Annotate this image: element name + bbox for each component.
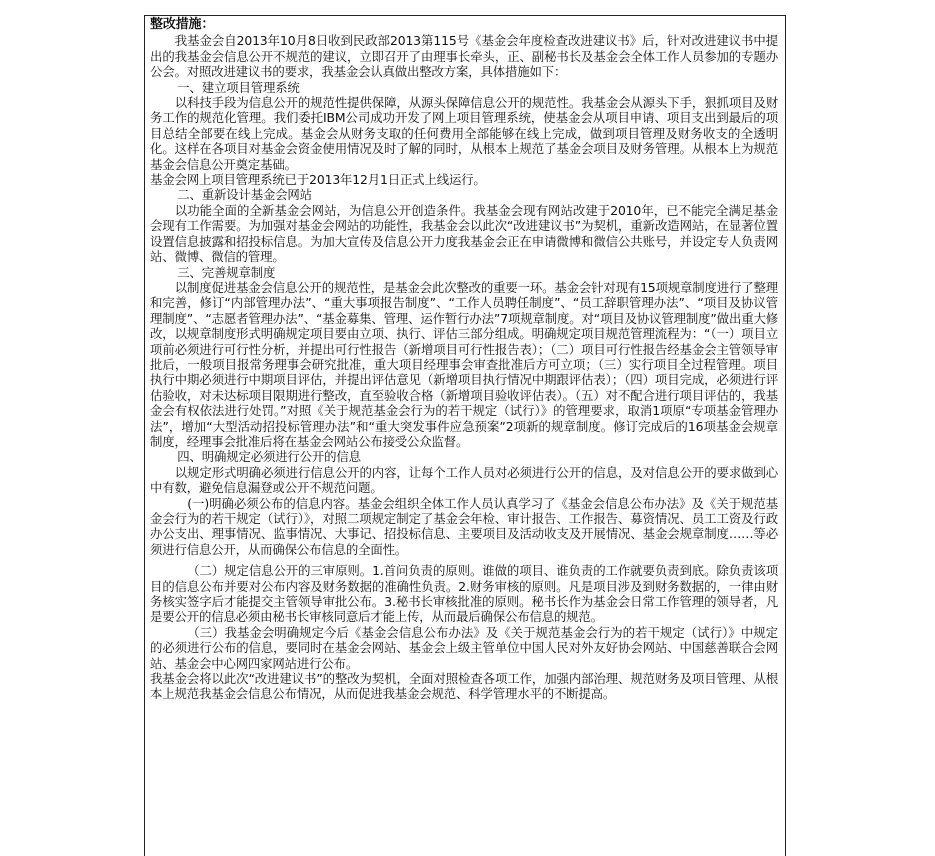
intro-paragraph: 我基金会自2013年10月8日收到民政部2013第115号《基金会年度检查改进建议书》后，针对改进建议书中提出的我基金会信息公开不规范的建议，立即召开了由理事长牵头，正、副秘书长及基金会全体工作人员参加的专题办公会。对照改进建议书的要求，我基金会认真做出整改方案，具体措施如下： [150, 33, 778, 80]
section-heading: 整改措施： [150, 17, 215, 32]
section-3-paragraph: 以制度促进基金会信息公开的规范性，是基金会此次整改的重要一环。基金会针对现有15项规章制度进行了整理和完善，修订“内部管理办法”、“重大事项报告制度”、“工作人员聘任制度”、“员工辞职管理办法”、“项目及协议管理制度”、“志愿者管理办法”、“基金募集、管理、运作暂行办法”7项规章制度。对“项目及协议管理制度”做出重大修改，以规章制度形式明确规定项目要由立项、执行、评估三部分组成。明确规定项目规范管理流程为：“（一）项目立项前必须进行可行性分析，并提出可行性报告（新增项目可行性报告表）；（二）项目可行性报告经基金会主管领导审批后，一般项目报常务理事会研究批准，重大项目经理事会审查批准后方可立项；（三）实行项目全过程管理。项目执行中期必须进行中期项目评估，并提出评估意见（新增项目执行情况中期跟评估表）；（四）项目完成，必须进行评估验收，对未达标项目限期进行整改，直至验收合格（新增项目验收评估表）。（五）对不配合进行项目评估的，我基金会有权依法进行处罚。”对照《关于规范基金会行为的若干规定（试行）》的管理要求，取消1项原“专项基金管理办法”，增加“大型活动招投标管理办法”和“重大突发事件应急预案”2项新的规章制度。修订完成后的16项基金会规章制度，经理事会批准后将在基金会网站公布接受公众监督。 [150, 279, 778, 449]
section-2-paragraph: 以功能全面的全新基金会网站，为信息公开创造条件。我基金会现有网站改建于2010年，已不能完全满足基金会现有工作需要。为加强对基金会网站的功能性，我基金会以此次“改进建议书”为契机，重新改造网站，在显著位置设置信息披露和招投标信息。为加大宣传及信息公开力度我基金会正在申请微博和微信公共账号，并设定专人负责网站、微博、微信的管理。 [150, 202, 778, 265]
section-4-sub-2: （二）规定信息公开的三审原则。1.首问负责的原则。谁做的项目、谁负责的工作就要负责到底。除负责该项目的信息公布并要对公布内容及财务数据的准确性负责。2.财务审核的原则。凡是项目涉及到财务数据的，一律由财务核实签字后才能提交主管领导审批公布。3.秘书长审核批准的原则。秘书长作为基金会日常工作管理的领导者，凡是要公开的信息必须由秘书长审核同意后才能上传，从而最后确保公布信息的规范。 [150, 563, 778, 625]
section-2-title: 二、重新设计基金会网站 [177, 187, 312, 203]
closing-paragraph: 我基金会将以此次“改进建议书”的整改为契机，全面对照检查各项工作，加强内部治理、规范财务及项目管理、从根本上规范我基金会信息公布情况，从而促进我基金会规范、科学管理水平的不断提高。 [150, 671, 778, 702]
section-4-sub-3: （三）我基金会明确规定今后《基金会信息公布办法》及《关于规范基金会行为的若干规定（试行）》中规定的必须进行公布的信息，要同时在基金会网站、基金会上级主管单位中国人民对外友好协会网站、中国慈善联合会网站、基金会中心网四家网站进行公布。 [150, 624, 778, 671]
section-1-title: 一、建立项目管理系统 [177, 79, 300, 95]
section-3-title: 三、完善规章制度 [177, 264, 276, 280]
section-4-title: 四、明确规定必须进行公开的信息 [177, 449, 361, 465]
section-1-note: 基金会网上项目管理系统已于2013年12月1日正式上线运行。 [150, 172, 486, 188]
document-body [150, 17, 778, 702]
section-1-paragraph: 以科技手段为信息公开的规范性提供保障，从源头保障信息公开的规范性。我基金会从源头下手，狠抓项目及财务工作的规范化管理。我们委托IBM公司成功开发了网上项目管理系统，使基金会从项目申请、项目支出到最后的项目总结全部要在线上完成。基金会从财务支取的任何费用全部能够在线上完成，做到项目管理及财务收支的全透明化。这样在各项目对基金会资金使用情况及时了解的同时，从根本上规范了基金会项目及财务管理。从根本上为规范基金会信息公开奠定基础。 [150, 95, 778, 172]
section-4-sub-1: (一)明确必须公布的信息内容。基金会组织全体工作人员认真学习了《基金会信息公布办法》及《关于规范基金会行为的若干规定（试行）》，对照二项规定制定了基金会年检、审计报告、工作报告、募资情况、员工工资及行政办公支出、理事情况、监事情况、大事记、招投标信息、主要项目及活动收支及开展情况、基金会规章制度……等必须进行信息公开，从而确保公布信息的全面性。 [150, 495, 778, 557]
section-4-paragraph: 以规定形式明确必须进行信息公开的内容，让每个工作人员对必须进行公开的信息，及对信息公开的要求做到心中有数，避免信息漏登或公开不规范问题。 [150, 464, 778, 496]
